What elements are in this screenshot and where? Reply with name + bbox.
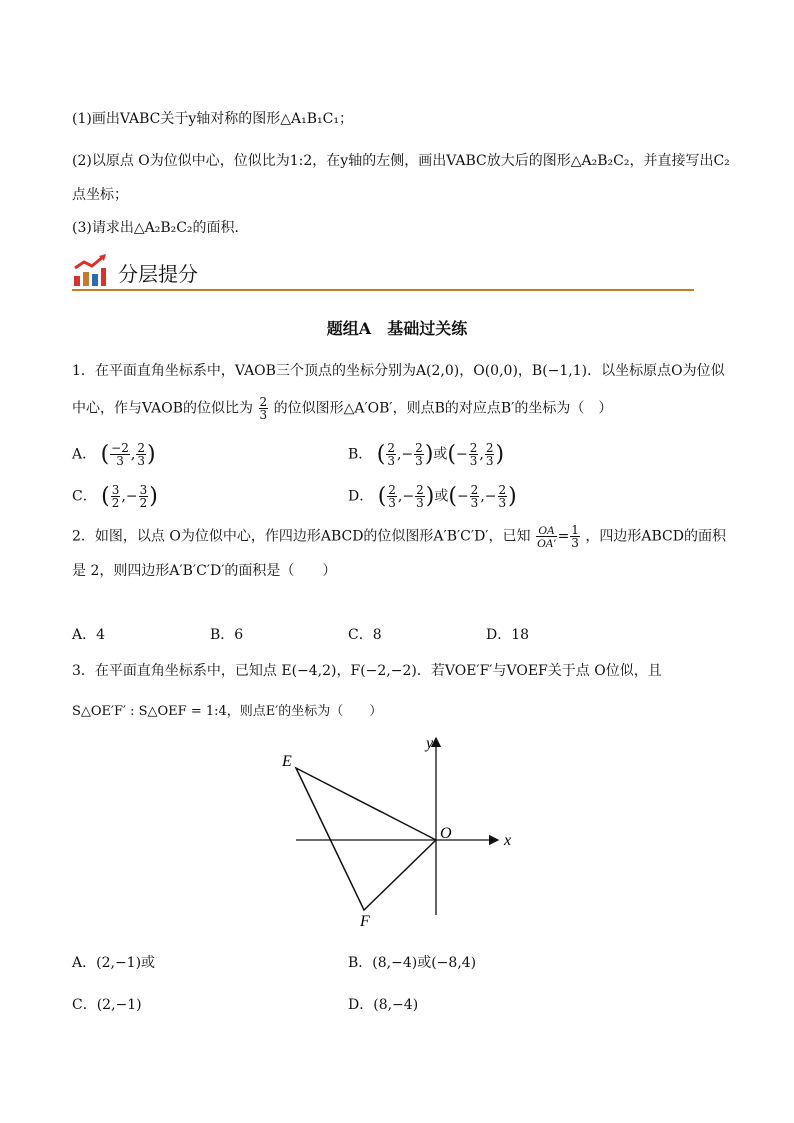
q1-line1: 1．在平面直角坐标系中，VAOB三个顶点的坐标分别为A(2,0)，O(0,0)，B(−1,1)．以坐标原点O为位似: [72, 363, 725, 379]
group-title: 题组A 基础过关练: [326, 319, 468, 338]
option-label: C．: [72, 488, 97, 505]
q1-line2-post: 的位似图形△A′OB′，则点B的对应点B′的坐标为（ ）: [273, 400, 613, 417]
q2-line1-pre: 2．如图，以点 O为位似中心，作四边形ABCD的位似图形A′B′C′D′，已知: [72, 528, 531, 545]
q3-option-d[interactable]: [348, 994, 418, 1014]
chart-growth-icon: [72, 254, 108, 288]
q2-frac-den: OA′: [536, 536, 556, 550]
option-label: B．: [348, 446, 373, 463]
option-text: 4: [96, 627, 106, 643]
q1-option-c[interactable]: C． ( $\frac{3}{2}$ ,− $\frac{3}{2}$ ): [72, 483, 158, 510]
label-o: O: [440, 825, 452, 842]
q1-ratio: [259, 396, 269, 421]
option-text: 18: [511, 627, 530, 643]
q1-ratio-den: 3: [259, 408, 268, 422]
option-label: A．: [72, 446, 97, 463]
option-label: A．: [72, 955, 97, 971]
q1-option-a[interactable]: A． ( $\frac{-2}{3}$ , $\frac{2}{3}$ ): [72, 441, 156, 468]
option-label: B．: [348, 955, 373, 971]
option-text: 6: [234, 627, 244, 643]
q1-ratio-num: 2: [259, 395, 268, 409]
option-text: (8,−4): [373, 997, 419, 1013]
q2-option-d[interactable]: [486, 624, 529, 644]
label-f: F: [360, 913, 370, 930]
section-divider: [72, 289, 694, 291]
option-text: 8: [372, 627, 382, 643]
q1-line2-pre: 中心，作与VAOB的位似比为: [72, 400, 254, 417]
q2-line1-post: ，四边形ABCD的面积: [585, 528, 726, 545]
q2-option-b[interactable]: [210, 624, 243, 644]
option-text: (2,−1)或: [96, 955, 156, 971]
q3-option-b[interactable]: [348, 952, 476, 972]
q1-option-d[interactable]: D． ( $\frac{2}{3}$ ,− $\frac{2}{3}$ )或(− $\frac{2}{3}$ ,− $\frac{2}{3}$ ): [348, 483, 517, 510]
option-text: (8,−4)或(−8,4): [372, 955, 477, 971]
prev-part1: (1)画出VABC关于y轴对称的图形△A₁B₁C₁；: [72, 111, 353, 127]
option-label: C．: [348, 627, 373, 643]
prev-part2: (2)以原点 O为位似中心，位似比为1:2，在y轴的左侧，画出VABC放大后的图形△A₂B₂C₂，并直接写出C₂: [72, 153, 730, 169]
q1-line2: [72, 396, 612, 421]
q2-eq: =: [557, 528, 570, 545]
q2-frac2-num: 1: [571, 523, 579, 537]
q3-option-c[interactable]: [72, 994, 142, 1014]
q2-option-c[interactable]: [348, 624, 382, 644]
option-text: (2,−1): [96, 997, 142, 1013]
q3-line2: S△OE′F′ : S△OEF = 1:4，则点E′的坐标为（ ）: [72, 704, 383, 719]
q2-option-a[interactable]: [72, 624, 105, 644]
option-label: D．: [348, 488, 374, 505]
option-label: D．: [486, 627, 512, 643]
q3-line1: 3．在平面直角坐标系中，已知点 E(−4,2)，F(−2,−2)．若VOE′F′与VOEF关于点 O位似，且: [72, 663, 662, 679]
q1-option-b[interactable]: B． ( $\frac{2}{3}$ ,− $\frac{2}{3}$ )或(− $\frac{2}{3}$ , $\frac{2}{3}$ ): [348, 441, 505, 468]
q2-line2: 是 2，则四边形A′B′C′D′的面积是（ ）: [72, 563, 337, 579]
prev-part2-cont: 点坐标；: [72, 187, 128, 203]
label-y: y: [426, 735, 434, 752]
triangle-oef: [296, 768, 436, 910]
q2-frac2: [570, 524, 580, 549]
option-label: B．: [210, 627, 235, 643]
q2-frac: [536, 524, 557, 549]
q3-figure: [280, 730, 520, 930]
q2-frac2-den: 3: [571, 536, 579, 550]
option-label: C．: [72, 997, 97, 1013]
option-label: A．: [72, 627, 97, 643]
option-label: D．: [348, 997, 374, 1013]
label-x: x: [504, 832, 512, 849]
section-title: 分层提分: [118, 262, 198, 286]
prev-part3: (3)请求出△A₂B₂C₂的面积．: [72, 220, 249, 236]
label-e: E: [282, 753, 292, 770]
q2-frac-num: OA: [536, 524, 557, 537]
q2-line1: [72, 524, 726, 549]
q3-option-a[interactable]: [72, 952, 155, 972]
